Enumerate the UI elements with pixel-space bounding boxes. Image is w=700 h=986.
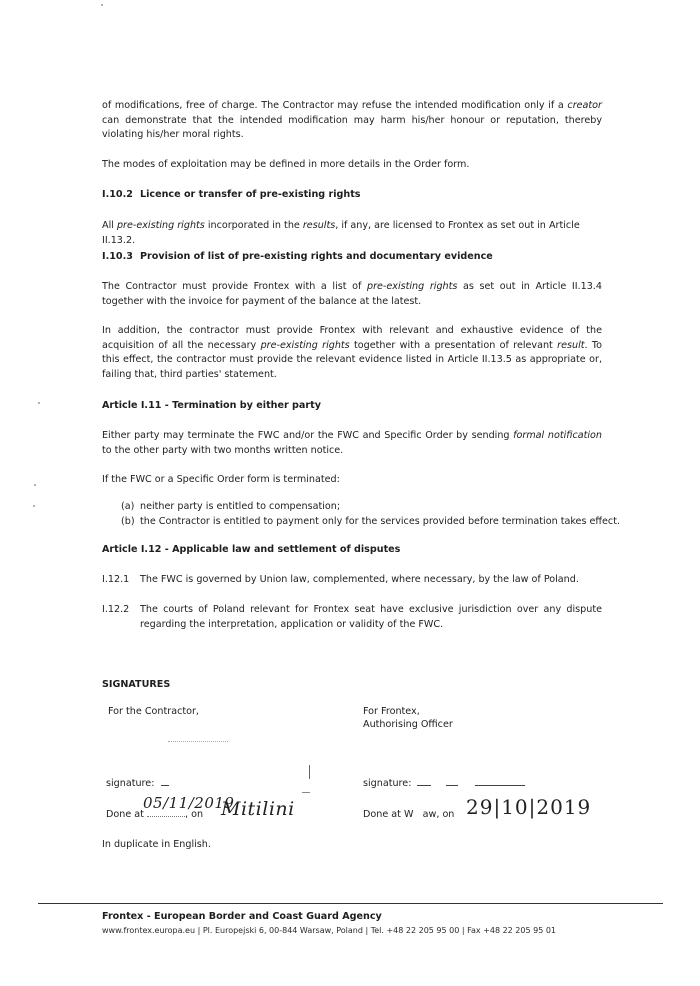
section-heading-i-10-2: [102, 188, 361, 203]
duplicate-note: In duplicate in English.: [102, 839, 211, 850]
text-run: . To this effect, the contractor must provide the relevant evidence listed in Article II.13.5 as appropriate or, failing that, third parties' statement.: [102, 339, 602, 380]
section-title: Licence or transfer of pre-existing rights: [140, 189, 361, 200]
section-title: Provision of list of pre-existing rights and documentary evidence: [140, 251, 493, 262]
article-heading-i-11: Article I.11 - Termination by either party: [102, 400, 321, 411]
scan-speck: [34, 484, 36, 486]
text-run: In addition, the contractor must provide Frontex with relevant and exhaustive evidence of the acquisition of all the necessary: [102, 325, 602, 351]
list-item-label: (a): [121, 501, 135, 512]
frontex-label: For Frontex,: [363, 706, 420, 717]
section-i-10-3-paragraph-2: [102, 324, 602, 382]
clause-text: The FWC is governed by Union law, complemented, where necessary, by the law of Poland.: [140, 574, 579, 585]
date-line: [147, 816, 185, 817]
footer-title: Frontex - European Border and Coast Guard Agency: [102, 911, 382, 922]
signature-line: [475, 785, 525, 786]
redaction-mark: [168, 741, 228, 742]
list-item: [121, 500, 602, 515]
emphasis: result: [557, 339, 585, 351]
scan-speck: [101, 4, 103, 6]
section-number: I.10.2: [102, 189, 133, 200]
section-i-10-3-paragraph-1: [102, 280, 602, 309]
emphasis: pre-existing rights: [116, 220, 205, 231]
on-label: on: [191, 809, 204, 820]
clause-number: I.12.1: [102, 574, 130, 585]
emphasis: formal notification: [513, 430, 602, 441]
signature-line: [417, 785, 431, 786]
frontex-signature-field: [363, 777, 525, 792]
list-item-label: (b): [121, 515, 135, 527]
footer-divider: [38, 903, 663, 904]
termination-list: [121, 500, 621, 529]
article-i-11-paragraph-1: [102, 429, 602, 458]
text-run: incorporated in the: [204, 220, 303, 231]
text-run: as set out in Article II.13.4 together with the invoice for payment of the balance at the latest.: [102, 281, 602, 307]
text-run: can demonstrate that the intended modification may harm his/her honour or reputation, thereby violating his/her moral rights.: [102, 114, 602, 141]
signature-mark: [309, 765, 310, 779]
footer-address: www.frontex.europa.eu | Pl. Europejski 6, 00-844 Warsaw, Poland | Tel. +48 22 205 95 00 | Fax +48 22 205 95 01: [102, 926, 557, 935]
clause-i-12-2: [102, 603, 602, 632]
scan-speck: [38, 402, 40, 404]
text-run: All: [102, 220, 117, 231]
handwritten-date-right: 29|10|2019: [466, 795, 592, 819]
clause-number: I.12.2: [102, 604, 130, 615]
scan-speck: [33, 505, 35, 507]
signature-line: [161, 785, 169, 786]
article-heading-i-12: Article I.12 - Applicable law and settlement of disputes: [102, 544, 401, 555]
list-item: [121, 515, 621, 530]
emphasis: pre-existing rights: [260, 339, 350, 351]
on-comma: ,: [185, 809, 189, 820]
emphasis: pre-existing rights: [366, 281, 458, 292]
section-heading-i-10-3: [102, 250, 493, 265]
section-number: I.10.3: [102, 251, 133, 262]
text-run: to the other party with two months written notice.: [102, 444, 344, 456]
clause-i-12-1: [102, 573, 602, 588]
emphasis: creator: [567, 100, 602, 111]
contractor-label: For the Contractor,: [108, 706, 199, 717]
signature-line: [446, 785, 458, 786]
text-run: Either party may terminate the FWC and/or the FWC and Specific Order by sending: [102, 430, 514, 441]
clause-text: The courts of Poland relevant for Frontex seat have exclusive jurisdiction over any dispute regarding the interpretation, application or validity of the FWC.: [140, 604, 602, 630]
continuation-paragraph: [102, 99, 602, 143]
contractor-signature-field: [106, 777, 169, 792]
list-item-text: neither party is entitled to compensation;: [140, 501, 341, 512]
text-run: together with a presentation of relevant: [349, 339, 558, 351]
section-i-10-2-body: [102, 219, 602, 248]
signature-mark: [302, 792, 310, 793]
list-item-text: the Contractor is entitled to payment only for the services provided before termination takes effect.: [140, 515, 621, 527]
text-run: , if any, are licensed to Frontex as set out in Article II.13.2.: [102, 220, 580, 246]
modes-paragraph: The modes of exploitation may be defined in more details in the Order form.: [102, 159, 470, 170]
handwritten-place: Mitilini: [221, 798, 295, 820]
authorising-officer-label: Authorising Officer: [363, 719, 453, 730]
handwritten-date-left: 05/11/2019: [143, 794, 235, 812]
frontex-done-at: Done at W aw, on: [363, 809, 455, 820]
done-at-label: Done at: [106, 809, 144, 820]
signatures-heading: SIGNATURES: [102, 679, 171, 690]
emphasis: results: [302, 220, 336, 231]
text-run: of modifications, free of charge. The Contractor may refuse the intended modification only if a: [102, 100, 568, 111]
signature-label: signature:: [363, 778, 412, 789]
article-i-11-paragraph-2: If the FWC or a Specific Order form is terminated:: [102, 474, 340, 485]
text-run: The Contractor must provide Frontex with a list of: [102, 281, 367, 292]
signature-label: signature:: [106, 778, 155, 789]
